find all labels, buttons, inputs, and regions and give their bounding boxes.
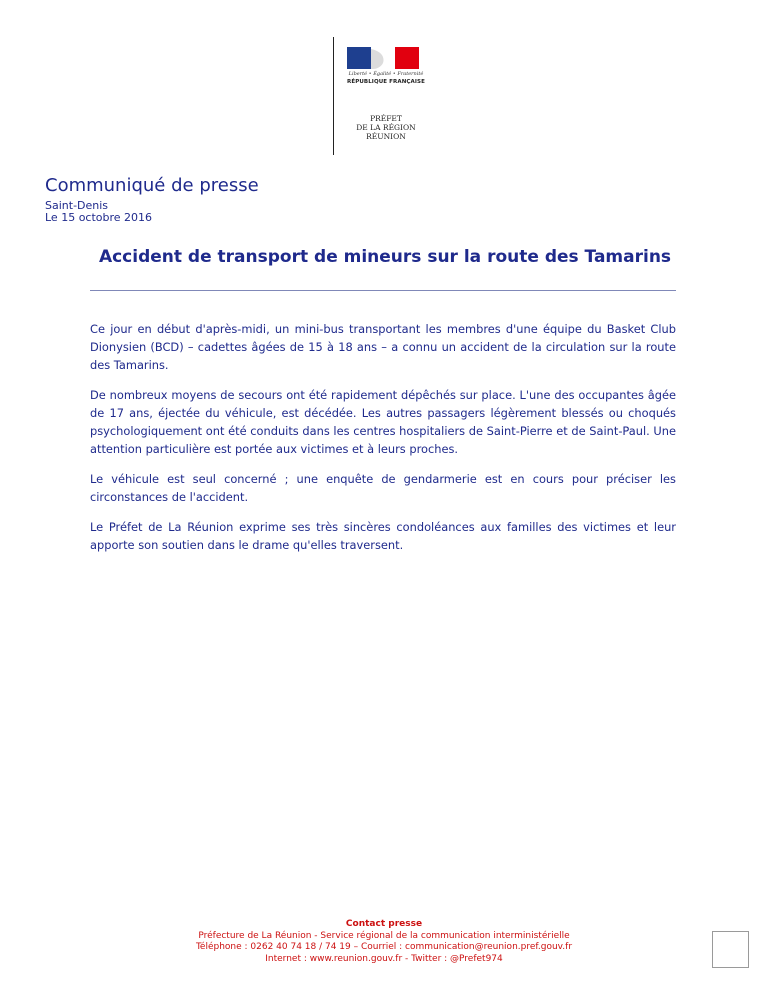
prefet-label	[339, 114, 433, 141]
prefecture-logo	[333, 37, 435, 155]
republic-motto: Liberté • Égalité • Fraternité	[348, 71, 424, 77]
press-body	[90, 320, 676, 566]
footer-heading: Contact presse	[345, 919, 423, 929]
logo-divider	[333, 37, 334, 155]
prefet-line: DE LA RÉGION	[356, 123, 416, 132]
document-type: Communiqué de presse	[45, 175, 259, 196]
body-paragraph: De nombreux moyens de secours ont été rapidement dépêchés sur place. L'une des occupantes âgée de 17 ans, éjectée du véhicule, est décédée. Les autres passagers légèrement blessés ou choqués psychologiquement ont été conduits dans les centres hospitaliers de Saint-Pierre et de Saint-Paul. Une attention particulière est portée aux victimes et à leurs proches.	[90, 388, 676, 456]
footer-line: Téléphone : 0262 40 74 18 / 74 19 – Courriel : communication@reunion.pref.gouv.fr	[195, 942, 573, 952]
prefet-line: RÉUNION	[366, 132, 406, 141]
document-meta	[45, 200, 152, 224]
headline-divider	[90, 290, 676, 291]
footer-line: Internet : www.reunion.gouv.fr - Twitter : @Prefet974	[265, 953, 503, 964]
republic-name: RÉPUBLIQUE FRANÇAISE	[347, 79, 425, 85]
press-headline: Accident de transport de mineurs sur la route des Tamarins	[98, 247, 672, 267]
prefet-line: PRÉFET	[370, 114, 402, 123]
press-contact-footer	[150, 919, 618, 965]
body-paragraph: Le véhicule est seul concerné ; une enquête de gendarmerie est en cours pour préciser les circonstances de l'accident.	[90, 472, 676, 504]
document-date: Le 15 octobre 2016	[45, 211, 153, 224]
body-paragraph: Ce jour en début d'après-midi, un mini-bus transportant les membres d'une équipe du Basket Club Dionysien (BCD) – cadettes âgées de 15 à 18 ans – a connu un accident de la circulation sur la route des Tamarins.	[90, 322, 676, 372]
document-place: Saint-Denis	[45, 199, 109, 212]
page-corner-box	[712, 931, 749, 968]
body-paragraph: Le Préfet de La Réunion exprime ses très sincères condoléances aux familles des victimes et leur apporte son soutien dans le drame qu'elles traversent.	[90, 520, 676, 552]
footer-line: Préfecture de La Réunion - Service régional de la communication interministérielle	[198, 930, 570, 941]
